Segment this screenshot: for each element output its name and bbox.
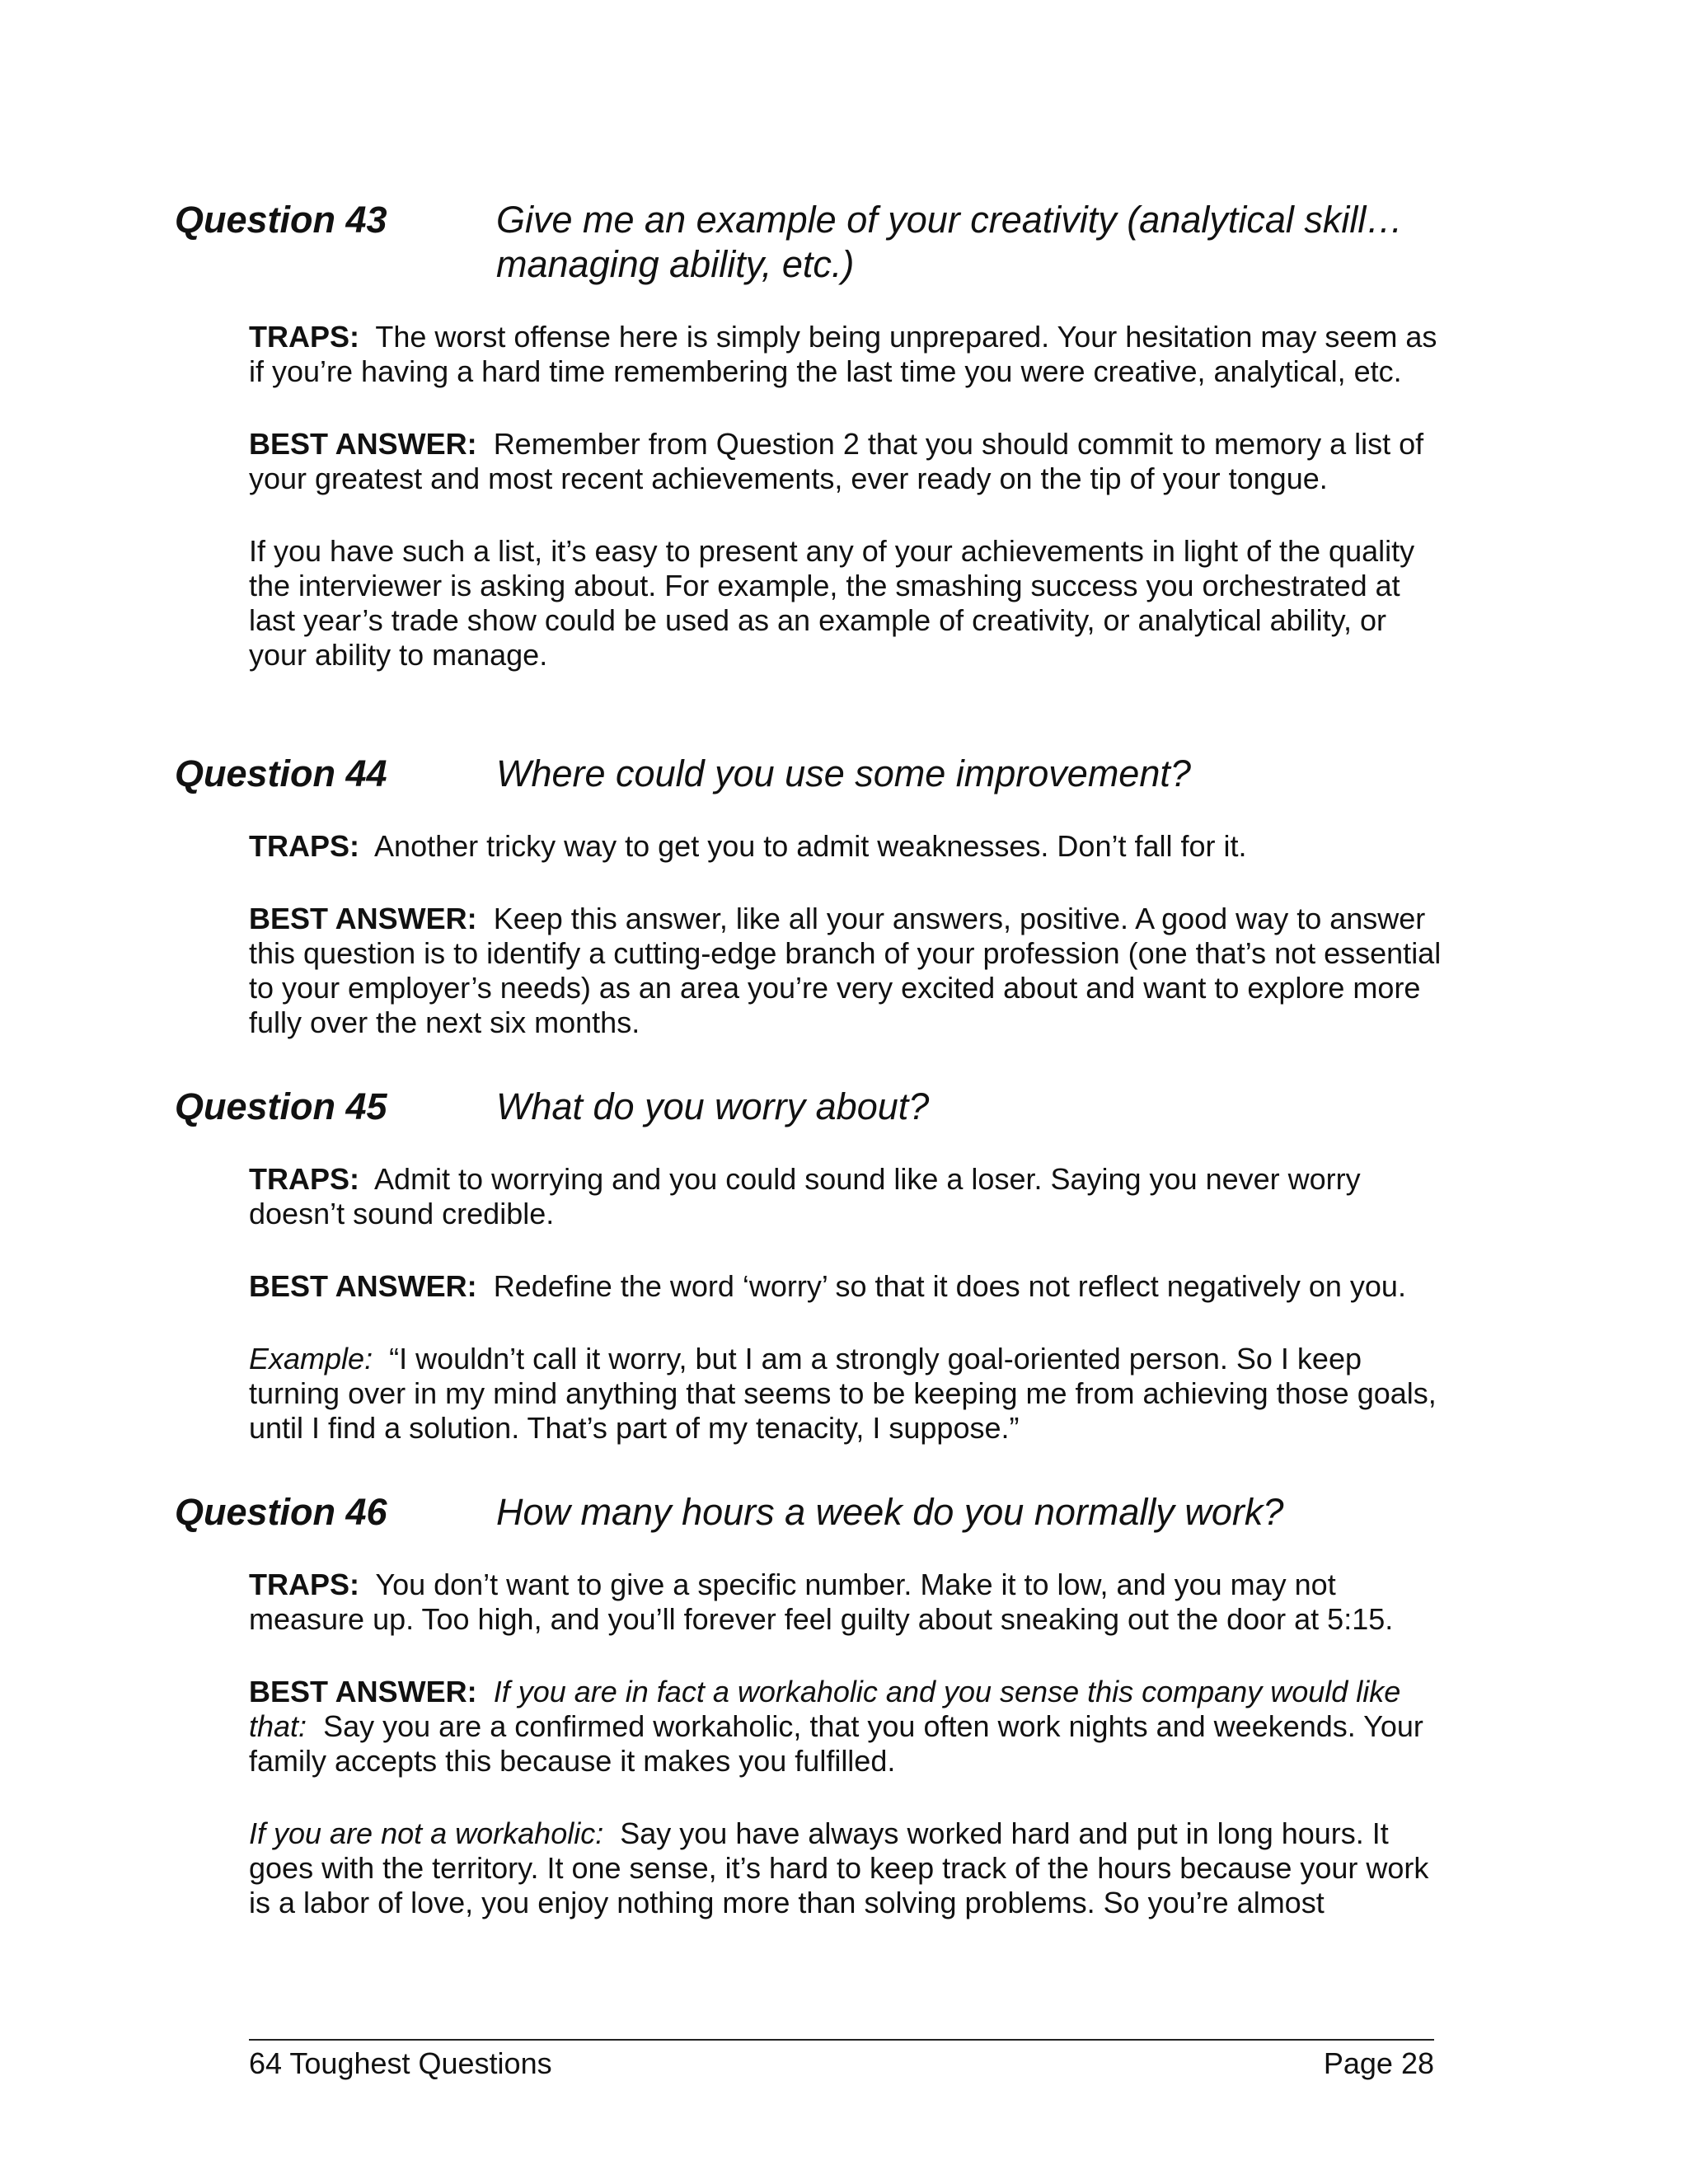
best-answer-label: BEST ANSWER: (249, 427, 477, 461)
question-title: How many hours a week do you normally work? (496, 1491, 1284, 1533)
best-answer-text: Redefine the word ‘worry’ so that it does not reflect negatively on you. (493, 1269, 1406, 1303)
question-46 (175, 1490, 1444, 1950)
page-footer (249, 2039, 1434, 2082)
traps-paragraph (249, 1162, 1444, 1231)
best-answer-paragraph (249, 1675, 1444, 1779)
example-paragraph (249, 1342, 1444, 1446)
traps-text: Admit to worrying and you could sound like a loser. Saying you never worry doesn’t sound credible. (249, 1162, 1361, 1230)
traps-paragraph (249, 829, 1444, 864)
answer-detail-paragraph (249, 534, 1444, 673)
traps-paragraph (249, 320, 1444, 389)
question-heading (175, 1490, 1444, 1535)
traps-label: TRAPS: (249, 829, 359, 863)
question-heading (175, 198, 1444, 287)
question-number: Question 46 (175, 1491, 387, 1533)
best-answer-label: BEST ANSWER: (249, 902, 477, 935)
best-answer-paragraph (249, 1269, 1444, 1304)
answer-detail-text: If you have such a list, it’s easy to present any of your achievements in light of the quality the interviewer is asking about. For example, the smashing success you orchestrated at last year’s trade show could be used as an example of creativity, or analytical ability, or your ability to manage. (249, 534, 1415, 672)
example-label: Example: (249, 1342, 373, 1376)
question-title: Where could you use some improvement? (496, 752, 1191, 794)
question-heading (175, 752, 1444, 796)
alternative-answer-paragraph (249, 1816, 1444, 1920)
traps-label: TRAPS: (249, 1568, 359, 1601)
alternative-text: Say you have always worked hard and put in long hours. It goes with the territory. It one sense, it’s hard to keep track of the hours because your work is a labor of love, you enjoy nothing more than solving problems. So you’re almost (249, 1816, 1429, 1919)
alternative-condition: If you are not a workaholic: (249, 1816, 604, 1850)
traps-text: You don’t want to give a specific number. Make it to low, and you may not measure up. Too high, and you’ll forever feel guilty about sneaking out the door at 5:15. (249, 1568, 1394, 1636)
traps-text: The worst offense here is simply being unprepared. Your hesitation may seem as if you’re having a hard time remembering the last time you were creative, analytical, etc. (249, 320, 1437, 388)
best-answer-text: Keep this answer, like all your answers, positive. A good way to answer this question is to identify a cutting-edge branch of your profession (one that’s not essential to your employer’s needs) as an area you’re very excited about and want to explore more fully over the next six months. (249, 902, 1442, 1039)
best-answer-label: BEST ANSWER: (249, 1269, 477, 1303)
question-45 (175, 1085, 1444, 1475)
question-number: Question 45 (175, 1085, 387, 1127)
best-answer-label: BEST ANSWER: (249, 1675, 477, 1708)
best-answer-paragraph (249, 427, 1444, 496)
question-43 (175, 198, 1444, 702)
question-title: Give me an example of your creativity (analytical skill…managing ability, etc.) (496, 199, 1404, 285)
page-number: Page 28 (1323, 2046, 1434, 2080)
question-number: Question 43 (175, 199, 387, 241)
traps-paragraph (249, 1568, 1444, 1637)
question-44 (175, 752, 1444, 1070)
traps-label: TRAPS: (249, 320, 359, 354)
best-answer-condition: If you are in fact a workaholic and you sense this company would like that: (249, 1675, 1401, 1743)
best-answer-text: Say you are a confirmed workaholic, that you often work nights and weekends. Your family accepts this because it makes you fulfilled. (249, 1709, 1423, 1778)
example-text: “I wouldn’t call it worry, but I am a strongly goal-oriented person. So I keep turning over in my mind anything that seems to be keeping me from achieving those goals, until I find a solution. That’s part of my tenacity, I suppose.” (249, 1342, 1437, 1445)
question-heading (175, 1085, 1444, 1129)
traps-text: Another tricky way to get you to admit weaknesses. Don’t fall for it. (374, 829, 1247, 863)
best-answer-paragraph (249, 902, 1444, 1040)
best-answer-text: Remember from Question 2 that you should commit to memory a list of your greatest and most recent achievements, ever ready on the tip of your tongue. (249, 427, 1424, 495)
question-title: What do you worry about? (496, 1085, 930, 1127)
footer-title: 64 Toughest Questions (249, 2046, 552, 2080)
traps-label: TRAPS: (249, 1162, 359, 1196)
question-number: Question 44 (175, 752, 387, 794)
